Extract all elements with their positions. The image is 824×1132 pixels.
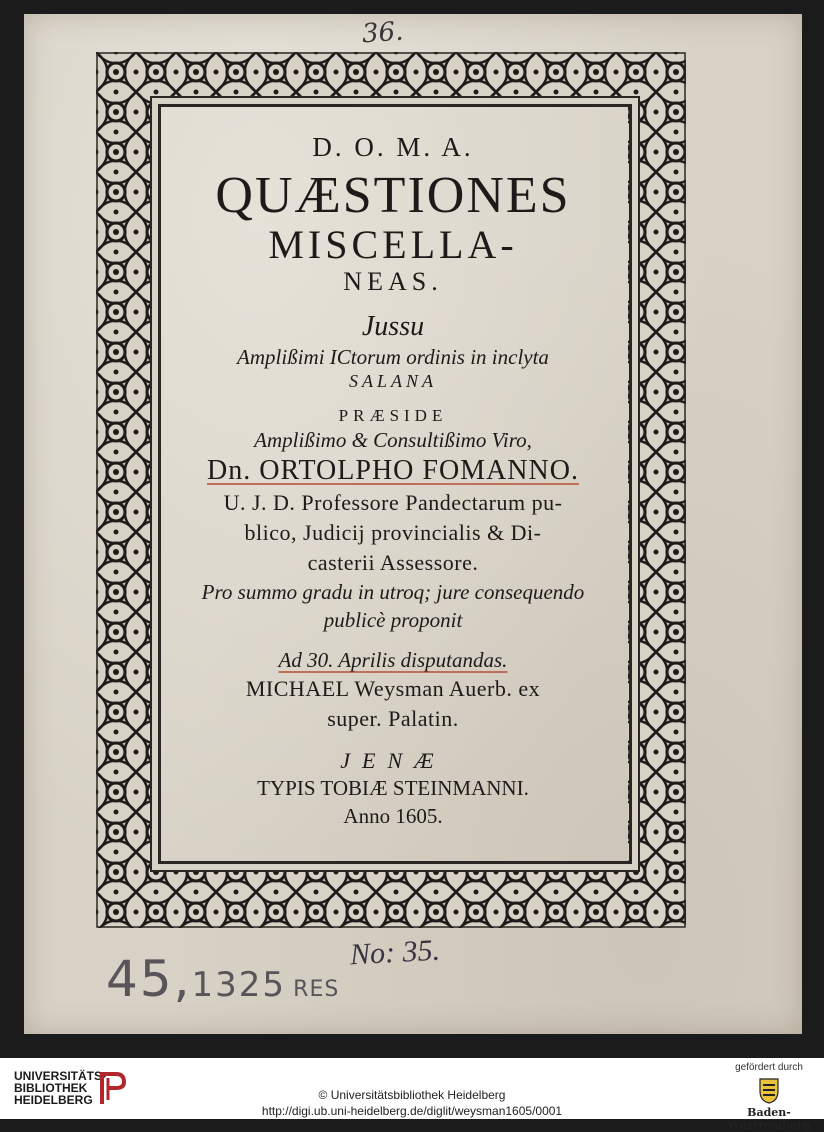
funder-name: Baden-Württemberg — [727, 1106, 811, 1132]
dedication: D. O. M. A. — [312, 132, 474, 162]
permalink[interactable]: http://digi.ub.uni-heidelberg.de/diglit/weysman1605/0001 — [261, 1104, 563, 1118]
disputation-date: Ad 30. Aprilis disputandas. — [278, 648, 508, 672]
title-page-text — [162, 128, 624, 830]
shelfmark-suffix: RES — [293, 977, 340, 1002]
city: JENÆ — [340, 748, 446, 773]
copyright-text: © Universitätsbibliothek Heidelberg — [318, 1088, 506, 1102]
year: Anno 1605. — [343, 804, 443, 828]
president-title-3: casterii Assessore. — [307, 550, 479, 575]
president-title-2: blico, Judicij provincialis & Di- — [244, 520, 542, 545]
respondent-line-2: super. Palatin. — [327, 706, 459, 731]
title-line-1: QUÆSTIONES — [215, 167, 571, 224]
president-epithet: Amplißimo & Consultißimo Viro, — [254, 428, 532, 452]
shelfmark-part1: 45, — [106, 950, 192, 1008]
title-line-2: MISCELLA- — [268, 222, 518, 267]
praeside-line: PRÆSIDE — [338, 406, 448, 425]
president-title-1: U. J. D. Professore Pandectarum pu- — [223, 490, 563, 515]
shelfmark-part2: 1325 — [191, 965, 287, 1005]
handwritten-number: No: 35. — [349, 933, 441, 972]
president-name: Dn. ORTOLPHO FOMANNO. — [207, 455, 579, 486]
baden-wuerttemberg-crest-icon — [754, 1075, 784, 1105]
title-line-3: NEAS. — [343, 267, 443, 296]
funded-by-label: gefördert durch — [735, 1062, 803, 1073]
jussu-line: Jussu — [361, 311, 425, 342]
authority-line-1: Amplißimi ICtorum ordinis in inclyta — [237, 345, 549, 369]
footer-bar — [0, 1058, 824, 1132]
funding-block — [724, 1062, 814, 1132]
authority-line-2: SALANA — [348, 371, 437, 391]
library-logo-text: UNIVERSITÄTS- BIBLIOTHEK HEIDELBERG — [14, 1069, 107, 1107]
respondent-line-1: MICHAEL Weysman Auerb. ex — [245, 676, 541, 701]
folio-number: 36. — [361, 16, 405, 50]
shelfmark — [106, 950, 339, 1008]
purpose-line-2: publicè proponit — [323, 608, 463, 632]
printer: TYPIS TOBIÆ STEINMANNI. — [257, 776, 529, 800]
purpose-line-1: Pro summo gradu in utroq; jure consequendo — [201, 580, 585, 604]
